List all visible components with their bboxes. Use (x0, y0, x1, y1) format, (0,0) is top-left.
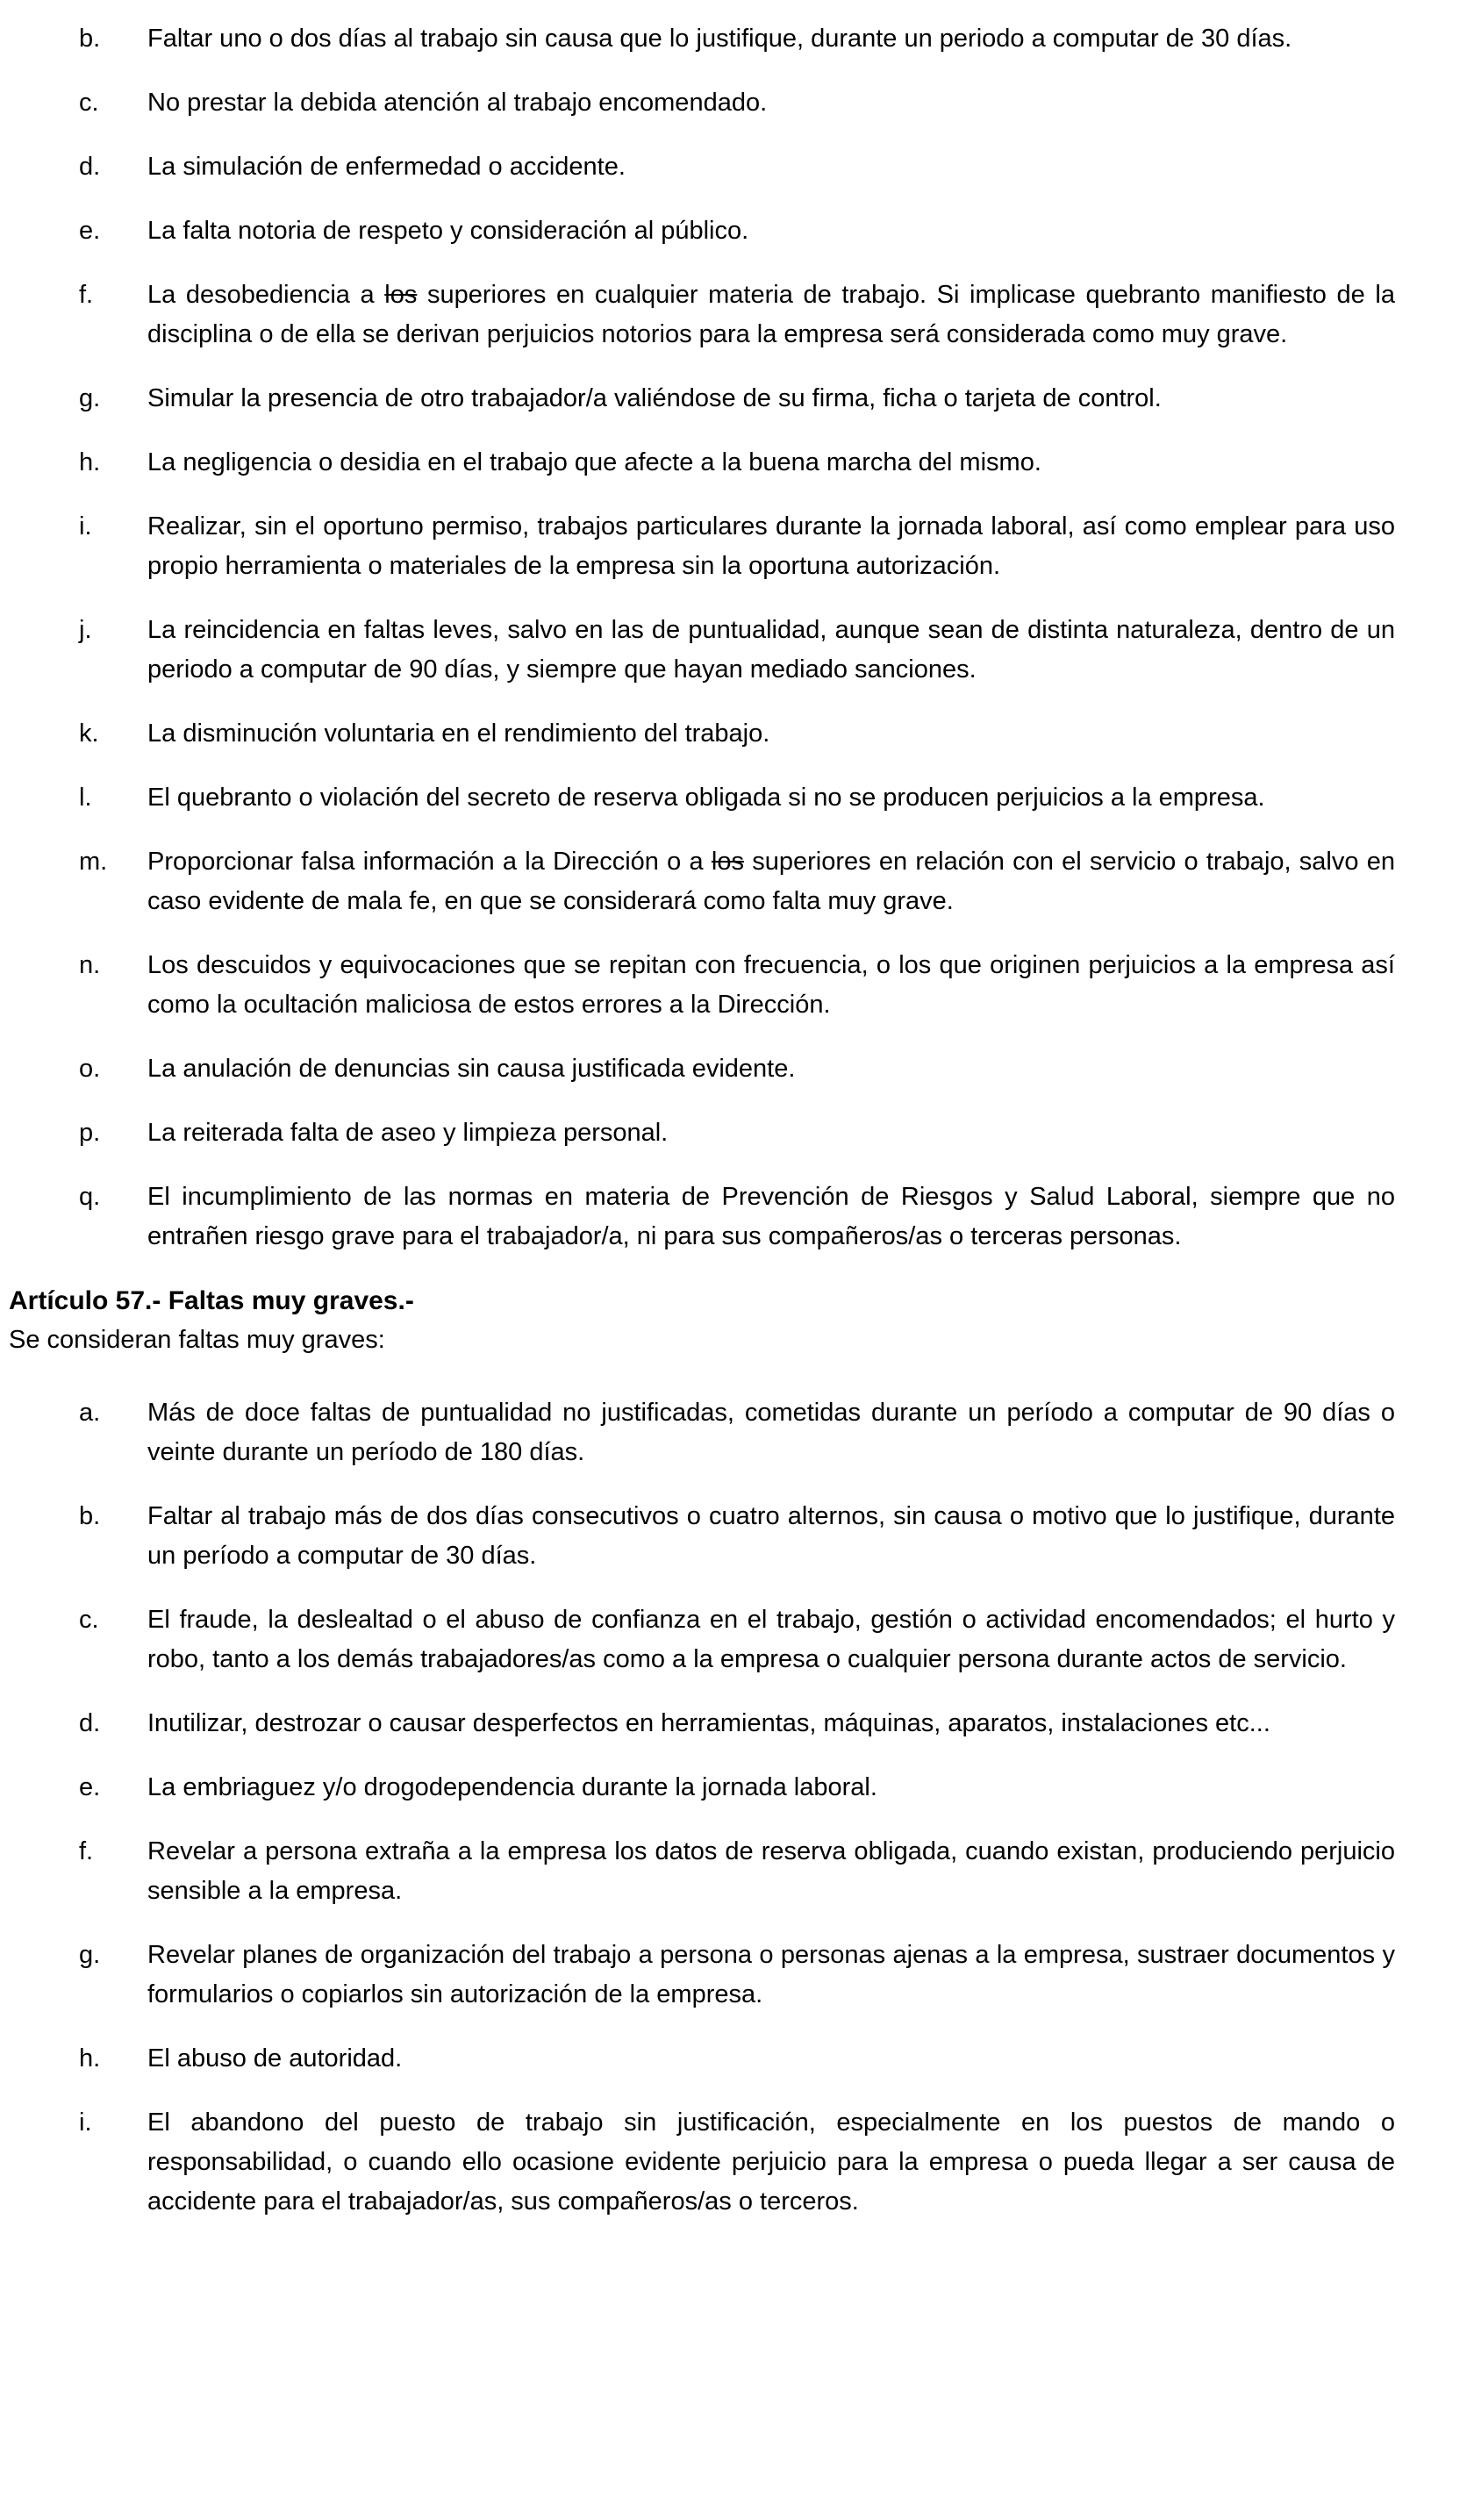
list-item (9, 842, 1395, 921)
list-item (9, 276, 1395, 354)
item-text: La negligencia o desidia en el trabajo que afecte a la buena marcha del mismo. (147, 448, 1041, 476)
faltas-graves-section (9, 19, 1395, 1256)
item-marker: o. (79, 1055, 101, 1083)
item-marker: h. (79, 448, 101, 476)
item-text: El incumplimiento de las normas en materia de Prevención de Riesgos y Salud Laboral, siempre que no entrañen riesgo grave para el trabajador/a, ni para sus compañeros/as o terceras personas. (147, 1183, 1395, 1250)
item-marker: e. (79, 217, 101, 245)
item-text: Simular la presencia de otro trabajador/a valiéndose de su firma, ficha o tarjeta de control. (147, 384, 1162, 412)
item-marker: h. (79, 2044, 101, 2073)
faltas-muy-graves-list (9, 1393, 1395, 2222)
item-text: Los descuidos y equivocaciones que se repitan con frecuencia, o los que originen perjuicios a la empresa así como la ocultación maliciosa de estos errores a la Dirección. (147, 951, 1395, 1019)
item-marker: g. (79, 1941, 101, 1969)
item-text: El fraude, la deslealtad o el abuso de confianza en el trabajo, gestión o actividad encomendados; el hurto y robo, tanto a los demás trabajadores/as como a la empresa o cualquier persona durante actos de servicio. (147, 1606, 1395, 1673)
item-marker: c. (79, 1606, 99, 1634)
list-item (9, 1178, 1395, 1256)
item-text: La simulación de enfermedad o accidente. (147, 153, 626, 181)
articulo-57-heading: Artículo 57.- Faltas muy graves.- (9, 1286, 414, 1315)
item-text: La embriaguez y/o drogodependencia durante la jornada laboral. (147, 1773, 877, 1801)
list-item (9, 2039, 1395, 2079)
list-item (9, 714, 1395, 754)
item-text: No prestar la debida atención al trabajo encomendado. (147, 89, 768, 117)
list-item (9, 507, 1395, 586)
list-item (9, 946, 1395, 1025)
list-item (9, 1704, 1395, 1743)
item-text: Faltar al trabajo más de dos días consecutivos o cuatro alternos, sin causa o motivo que lo justifique, durante un período a computar de 30 días. (147, 1502, 1395, 1570)
list-item (9, 1497, 1395, 1576)
list-item (9, 611, 1395, 690)
item-text: El quebranto o violación del secreto de reserva obligada si no se producen perjuicios a la empresa. (147, 784, 1265, 812)
articulo-57-intro: Se consideran faltas muy graves: (9, 1326, 385, 1354)
item-text: La reincidencia en faltas leves, salvo en las de puntualidad, aunque sean de distinta naturaleza, dentro de un periodo a computar de 90 días, y siempre que hayan mediado sanciones. (147, 616, 1395, 684)
item-marker: q. (79, 1183, 101, 1211)
item-marker: g. (79, 384, 101, 412)
list-item (9, 1393, 1395, 1472)
item-text: Faltar uno o dos días al trabajo sin causa que lo justifique, durante un periodo a computar de 30 días. (147, 25, 1292, 53)
item-marker: n. (79, 951, 101, 979)
item-text: Revelar a persona extraña a la empresa los datos de reserva obligada, cuando existan, produciendo perjuicio sensible a la empresa. (147, 1837, 1395, 1905)
item-text: El abuso de autoridad. (147, 2044, 403, 2073)
item-text: Proporcionar falsa información a la Dirección o a los superiores en relación con el servicio o trabajo, salvo en caso evidente de mala fe, en que se considerará como falta muy grave. (147, 848, 1395, 915)
list-item (9, 19, 1395, 59)
faltas-graves-list (9, 19, 1395, 1256)
item-text: La anulación de denuncias sin causa justificada evidente. (147, 1055, 796, 1083)
list-item (9, 379, 1395, 419)
item-text: Revelar planes de organización del trabajo a persona o personas ajenas a la empresa, sustraer documentos y formularios o copiarlos sin autorización de la empresa. (147, 1941, 1395, 2008)
item-text: La desobediencia a los superiores en cualquier materia de trabajo. Si implicase quebranto manifiesto de la disciplina o de ella se derivan perjuicios notorios para la empresa será considerada como muy grave. (147, 281, 1395, 348)
item-text: La reiterada falta de aseo y limpieza personal. (147, 1119, 669, 1147)
item-text: La falta notoria de respeto y consideración al público. (147, 217, 749, 245)
list-item (9, 147, 1395, 187)
item-marker: f. (79, 281, 94, 309)
list-item (9, 1832, 1395, 1911)
list-item (9, 83, 1395, 123)
item-text: La disminución voluntaria en el rendimiento del trabajo. (147, 719, 770, 748)
articulo-57-section (9, 1281, 1395, 2222)
item-text: El abandono del puesto de trabajo sin justificación, especialmente en los puestos de mando o responsabilidad, o cuando ello ocasione evidente perjuicio para la empresa o pueda llegar a ser causa de accidente para el trabajador/as, sus compañeros/as o terceros. (147, 2108, 1395, 2216)
item-marker: e. (79, 1773, 101, 1801)
item-marker: b. (79, 25, 101, 53)
list-item (9, 1049, 1395, 1089)
list-item (9, 1113, 1395, 1153)
item-marker: d. (79, 1709, 101, 1737)
list-item (9, 1936, 1395, 2015)
item-marker: d. (79, 153, 101, 181)
item-marker: a. (79, 1399, 101, 1427)
struck-text: los (711, 848, 744, 876)
list-item (9, 211, 1395, 251)
list-item (9, 2103, 1395, 2222)
item-text: Más de doce faltas de puntualidad no justificadas, cometidas durante un período a computar de 90 días o veinte durante un período de 180 días. (147, 1399, 1395, 1466)
item-marker: l. (79, 784, 92, 812)
list-item (9, 1600, 1395, 1679)
item-marker: p. (79, 1119, 101, 1147)
item-marker: j. (79, 616, 92, 644)
list-item (9, 1768, 1395, 1808)
struck-text: los (384, 281, 418, 309)
item-marker: b. (79, 1502, 101, 1530)
list-item (9, 443, 1395, 483)
item-text: Realizar, sin el oportuno permiso, trabajos particulares durante la jornada laboral, así como emplear para uso propio herramienta o materiales de la empresa sin la oportuna autorización. (147, 512, 1395, 580)
item-marker: m. (79, 848, 108, 876)
item-marker: i. (79, 512, 92, 541)
item-marker: i. (79, 2108, 92, 2137)
item-marker: c. (79, 89, 99, 117)
list-item (9, 778, 1395, 818)
item-marker: k. (79, 719, 99, 748)
item-text: Inutilizar, destrozar o causar desperfectos en herramientas, máquinas, aparatos, instalaciones etc... (147, 1709, 1270, 1737)
item-marker: f. (79, 1837, 94, 1865)
